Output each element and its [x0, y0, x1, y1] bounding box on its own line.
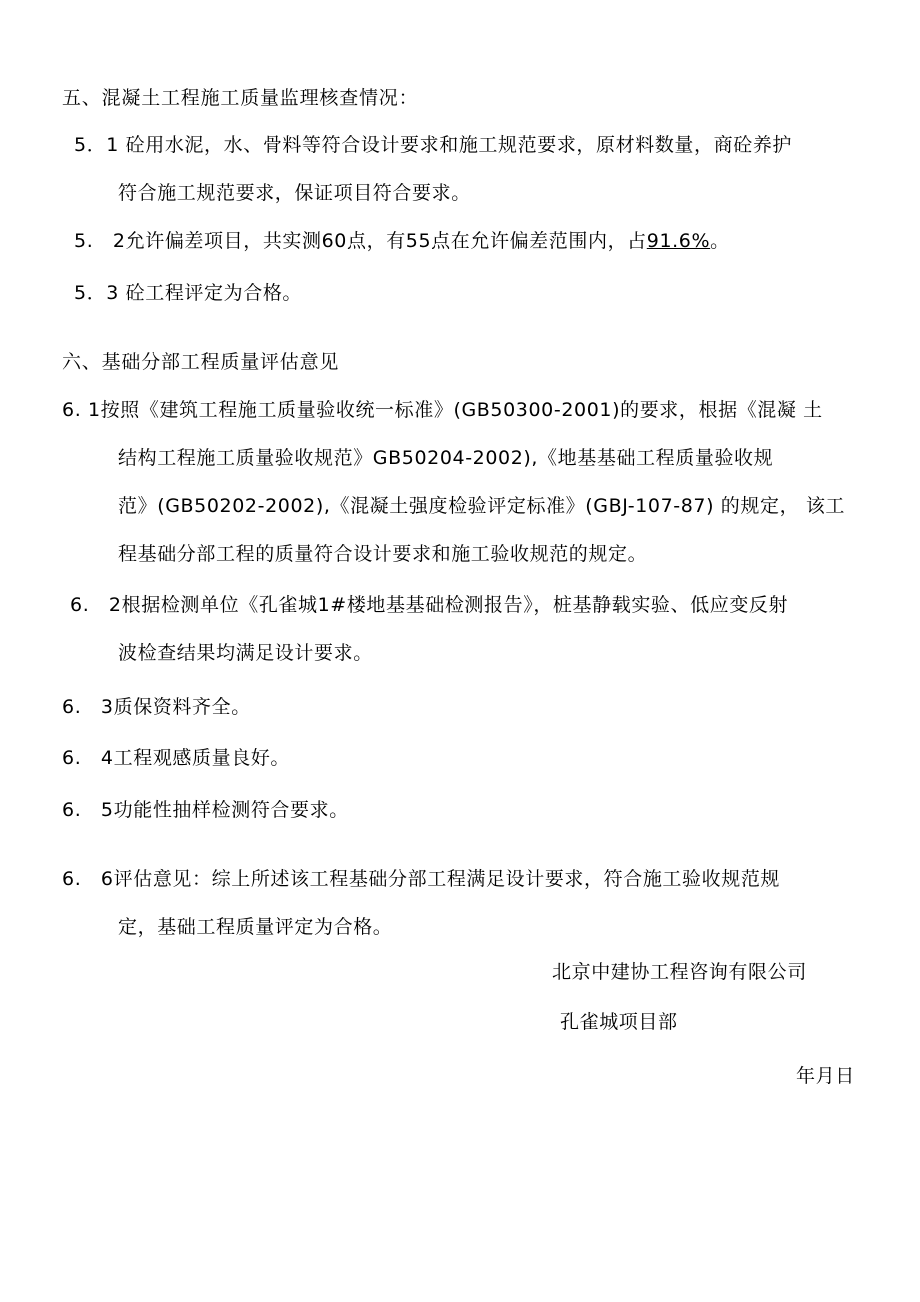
section-5-item-2-percent: 91.6% [646, 230, 711, 252]
section-6-item-1-line-4: 程基础分部工程的质量符合设计要求和施工验收规范的规定。 [118, 543, 648, 565]
section-5-item-2 [74, 229, 730, 253]
section-5-item-1-line-2: 符合施工规范要求，保证项目符合要求。 [118, 182, 471, 204]
section-6-item-5: 6. 5功能性抽样检测符合要求。 [62, 799, 349, 821]
section-6-item-1-line-2: 结构工程施工质量验收规范》GB50204-2002),《地基基础工程质量验收规 [118, 447, 774, 469]
section-6-item-6-line-2: 定，基础工程质量评定为合格。 [118, 916, 393, 938]
section-6-item-2-line-2: 波检查结果均满足设计要求。 [118, 642, 373, 664]
section-6-item-2-line-1: 6. 2根据检测单位《孔雀城1#楼地基基础检测报告》，桩基静载实验、低应变反射 [70, 594, 789, 616]
section-6-item-1-line-3: 范》(GB50202-2002),《混凝土强度检验评定标准》(GBJ-107-87) 的规定， 该工 [118, 495, 846, 517]
signature-date: 年月日 [796, 1065, 855, 1087]
section-5-item-1-line-1: 5．1 砼用水泥，水、骨料等符合设计要求和施工规范要求，原材料数量，商砼养护 [74, 134, 793, 156]
section-6-item-3: 6. 3质保资料齐全。 [62, 696, 251, 718]
section-5-heading: 五、混凝土工程施工质量监理核查情况： [62, 87, 419, 109]
section-5-item-3: 5．3 砼工程评定为合格。 [74, 282, 303, 304]
section-6-item-4: 6. 4工程观感质量良好。 [62, 747, 291, 769]
section-6-item-6-line-1: 6. 6评估意见：综上所述该工程基础分部工程满足设计要求，符合施工验收规范规 [62, 868, 781, 890]
signature-department: 孔雀城项目部 [560, 1011, 678, 1033]
section-6-heading: 六、基础分部工程质量评估意见 [62, 351, 340, 373]
section-5-item-2-suffix: 。 [710, 230, 730, 252]
section-5-item-2-text: 5. 2允许偏差项目，共实测60点，有55点在允许偏差范围内，占 [74, 230, 647, 252]
section-6-item-1-line-1: 6. 1按照《建筑工程施工质量验收统一标准》(GB50300-2001)的要求，根据《混凝 土 [62, 399, 823, 421]
signature-company: 北京中建协工程咨询有限公司 [552, 961, 807, 983]
